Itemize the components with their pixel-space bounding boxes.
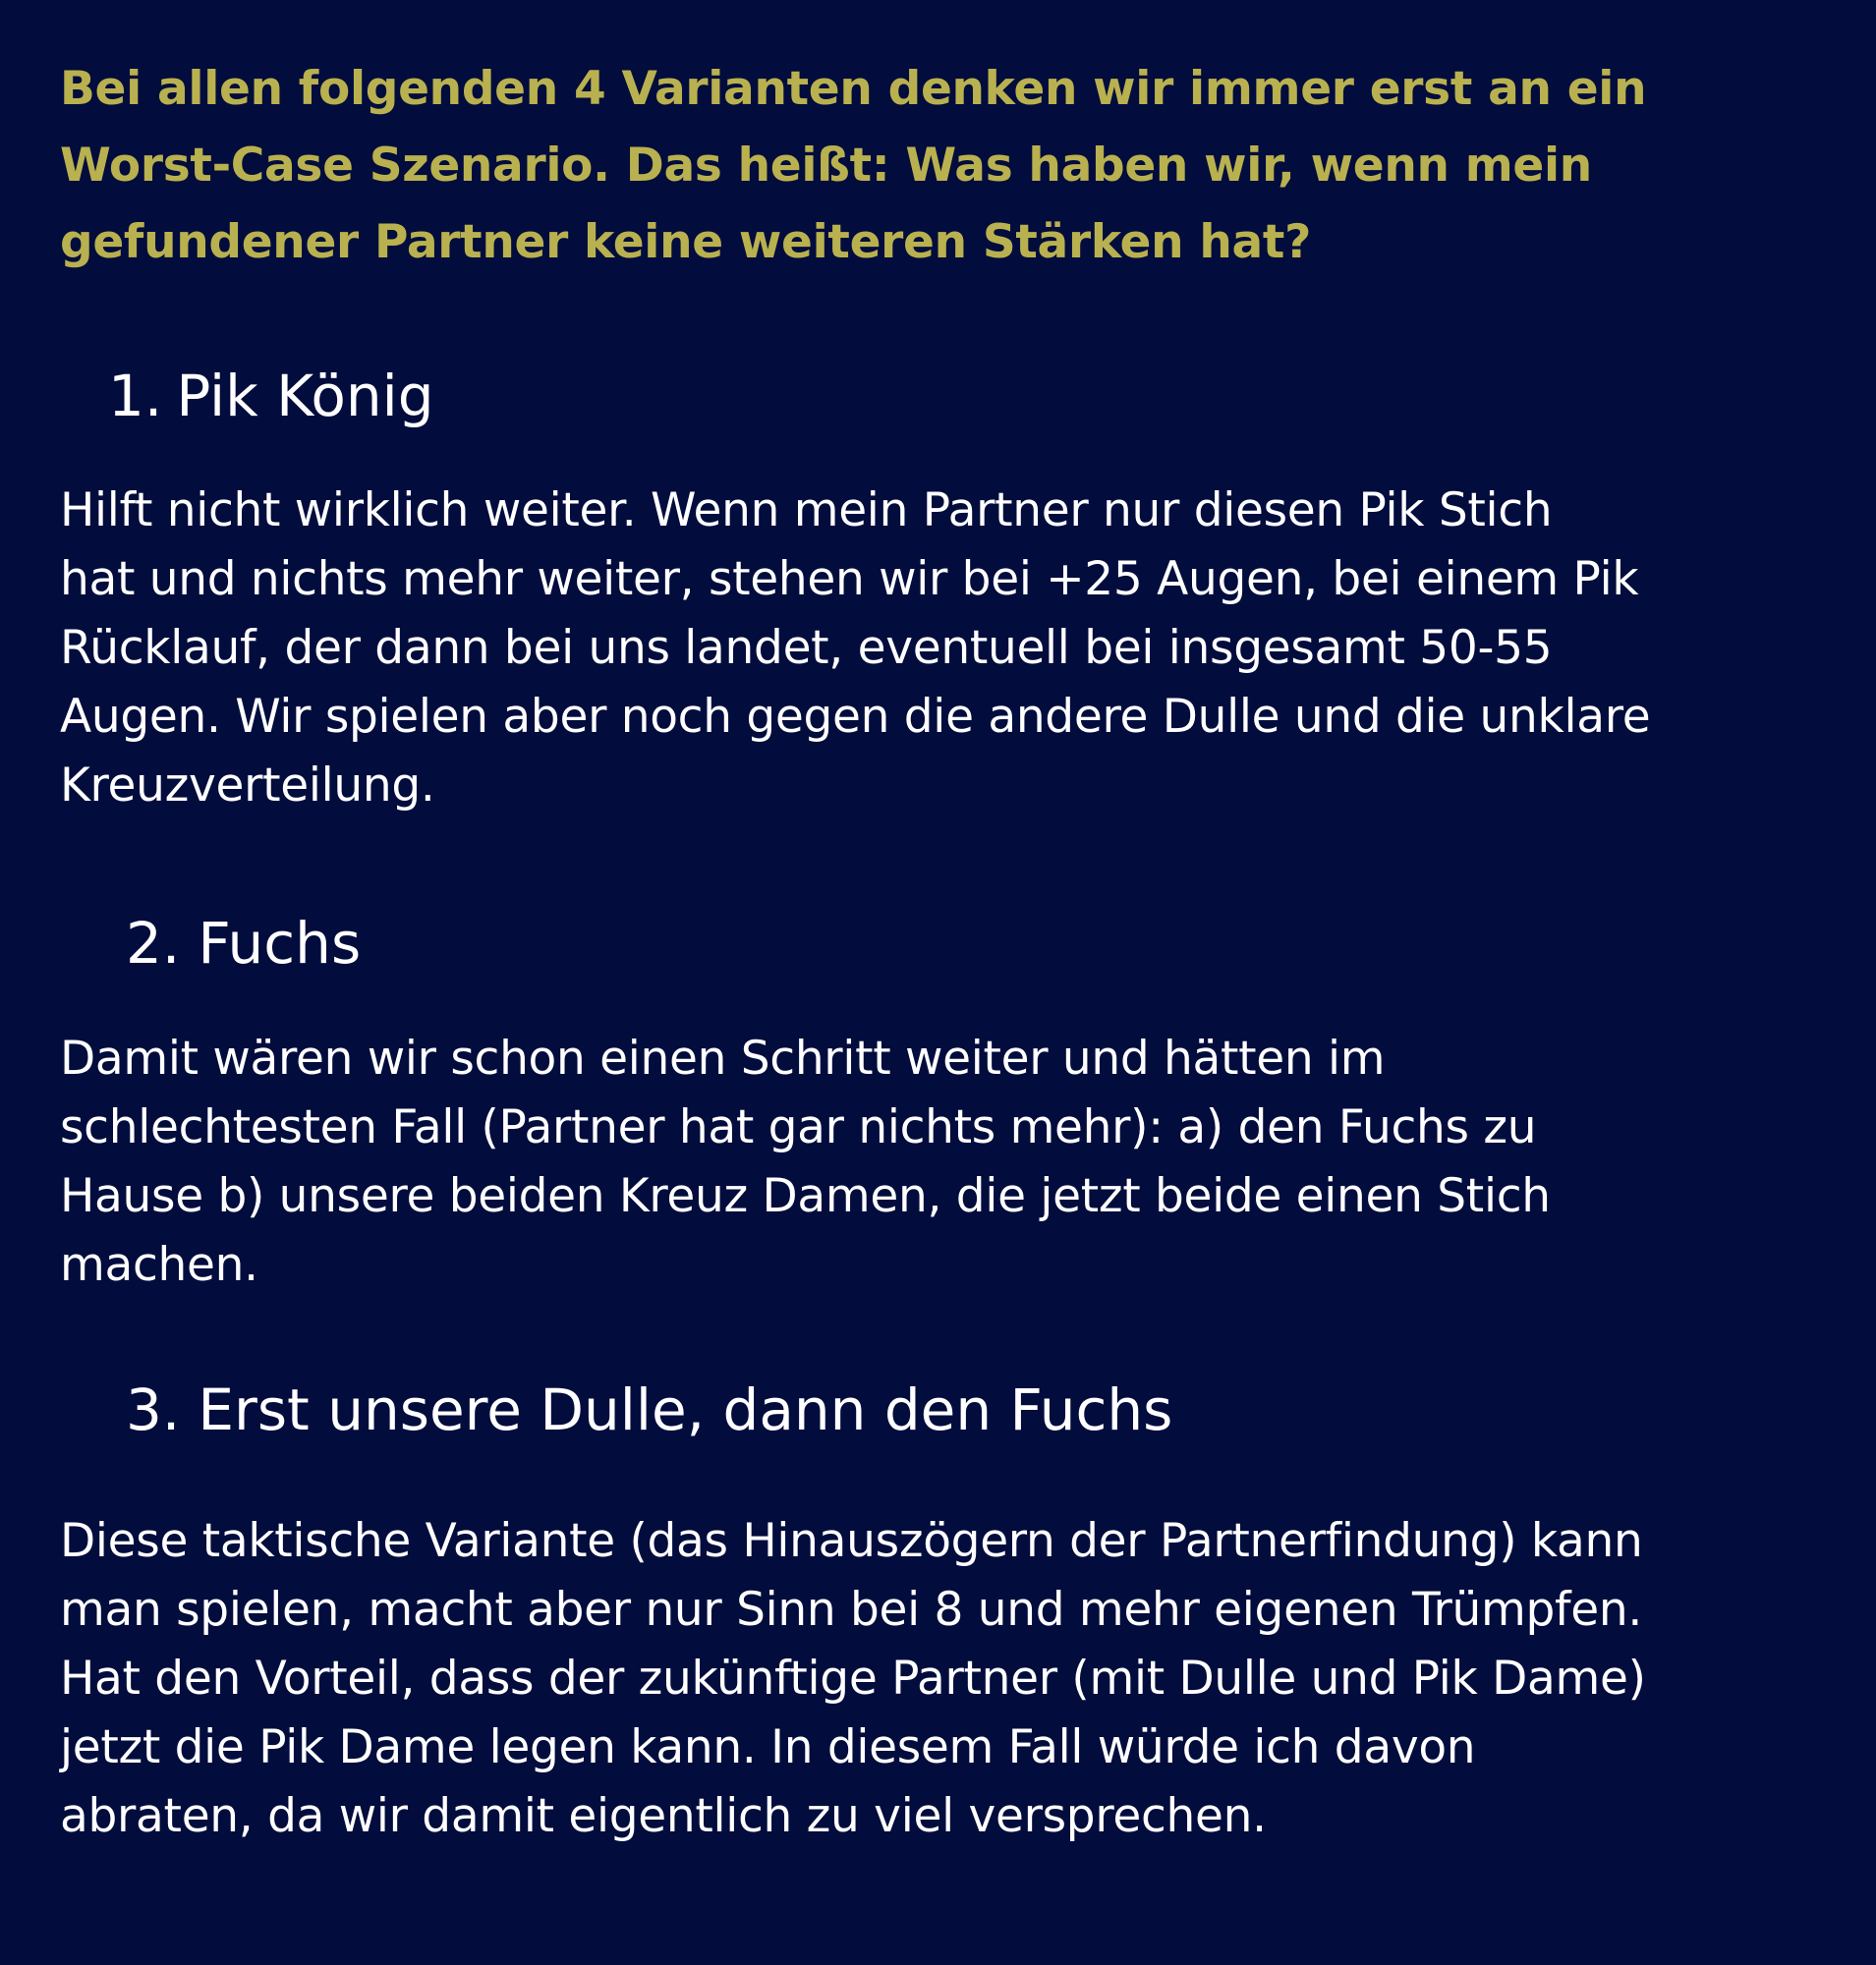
section-number: 1.	[108, 363, 163, 429]
paragraph-line: Hause b) unsere beiden Kreuz Damen, die jetzt beide einen Stich	[60, 1169, 1551, 1223]
paragraph-line: Kreuzverteilung.	[60, 758, 435, 813]
section-heading-fuchs	[126, 909, 361, 978]
section-number: 2.	[126, 910, 181, 977]
paragraph-line: Augen. Wir spielen aber noch gegen die andere Dulle und die unklare	[60, 690, 1651, 744]
section-paragraph-dulle-fuchs	[60, 1507, 1819, 1851]
section-number: 3.	[126, 1376, 181, 1443]
paragraph-line: machen.	[60, 1238, 258, 1292]
intro-line: Worst-Case Szenario. Das heißt: Was haben wir, wenn mein	[60, 139, 1592, 193]
section-paragraph-pik-koenig	[60, 477, 1819, 820]
paragraph-line: Hilft nicht wirklich weiter. Wenn mein Partner nur diesen Pik Stich	[60, 483, 1553, 537]
section-title: Fuchs	[198, 910, 362, 977]
paragraph-line: hat und nichts mehr weiter, stehen wir bei +25 Augen, bei einem Pik	[60, 552, 1639, 606]
section-heading-dulle-fuchs	[126, 1376, 1172, 1444]
paragraph-line: man spielen, macht aber nur Sinn bei 8 und mehr eigenen Trümpfen.	[60, 1583, 1642, 1637]
paragraph-line: Diese taktische Variante (das Hinauszögern der Partnerfindung) kann	[60, 1514, 1643, 1568]
intro-paragraph	[60, 51, 1809, 281]
paragraph-line: Damit wären wir schon einen Schritt weiter und hätten im	[60, 1032, 1386, 1086]
intro-line: Bei allen folgenden 4 Varianten denken wir immer erst an ein	[60, 62, 1647, 116]
paragraph-line: schlechtesten Fall (Partner hat gar nichts mehr): a) den Fuchs zu	[60, 1100, 1537, 1154]
paragraph-line: Hat den Vorteil, dass der zukünftige Partner (mit Dulle und Pik Dame)	[60, 1652, 1646, 1706]
section-title: Erst unsere Dulle, dann den Fuchs	[198, 1376, 1173, 1443]
section-title: Pik König	[176, 363, 434, 429]
intro-line: gefundener Partner keine weiteren Stärken hat?	[60, 215, 1312, 269]
section-paragraph-fuchs	[60, 1025, 1819, 1300]
paragraph-line: Rücklauf, der dann bei uns landet, eventuell bei insgesamt 50-55	[60, 621, 1553, 675]
section-heading-pik-koenig	[108, 362, 434, 430]
paragraph-line: abraten, da wir damit eigentlich zu viel versprechen.	[60, 1789, 1267, 1843]
paragraph-line: jetzt die Pik Dame legen kann. In diesem Fall würde ich davon	[60, 1720, 1476, 1774]
